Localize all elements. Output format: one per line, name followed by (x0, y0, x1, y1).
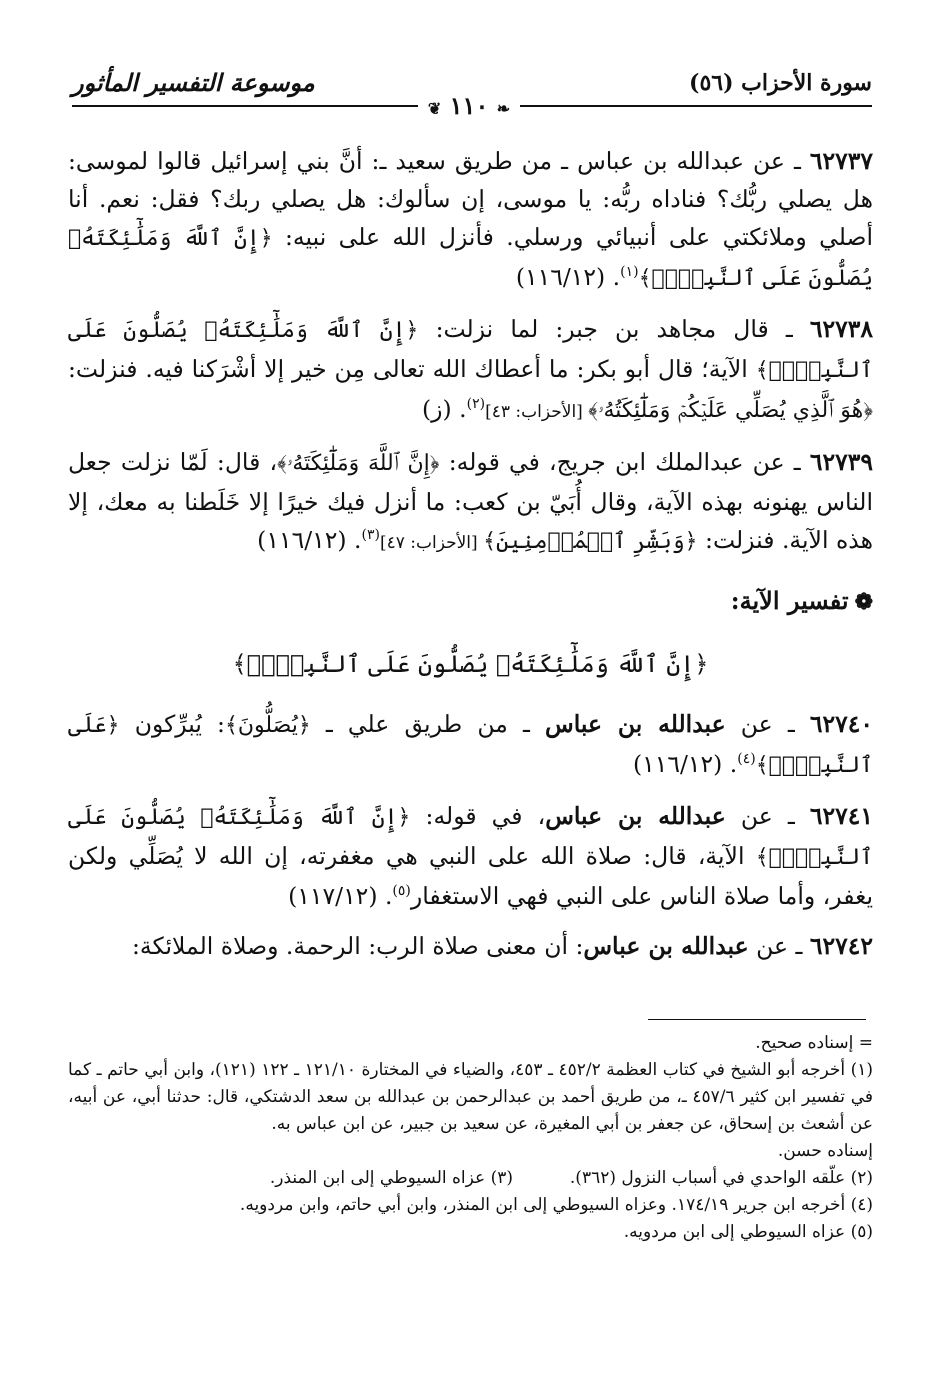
surah-title: سورة الأحزاب (٥٦) (689, 70, 872, 96)
quran-verse: ﴿وَبَشِّرِ ٱلۡمُؤۡمِنِينَ﴾ (483, 529, 698, 554)
volume-ref: . (١١٦/١٢) (257, 526, 362, 554)
entry-text: ، في قوله: (410, 802, 546, 830)
volume-ref: . (١١٦/١٢) (632, 750, 738, 778)
volume-ref: . (ز) (422, 395, 467, 423)
quran-verse: ﴿إِنَّ ٱللَّهَ وَمَلَٰٓئِكَتَهُۥ يُصَلُّونَ عَلَى ٱلنَّبِيِّۚ﴾ (68, 226, 873, 291)
footnote-rule (648, 1019, 866, 1020)
section-heading (68, 582, 873, 621)
footnote-1-grade: إسناده حسن. (777, 1141, 873, 1161)
entry-text: : يُبرِّكون (119, 710, 225, 738)
page-number-area (0, 91, 938, 121)
quran-verse: ﴿إِنَّ ٱللَّهَ وَمَلَٰٓئِكَتَهُۥ﴾ (277, 451, 440, 476)
entry-text: ـ عن (725, 802, 810, 830)
section-title: تفسير الآية: (730, 586, 849, 615)
narration-entry (68, 142, 873, 298)
book-title: موسوعة التفسير المأثور (72, 68, 315, 97)
entry-number: ٦٢٧٤٢ (809, 932, 873, 960)
centered-verse: ﴿إِنَّ ٱللَّهَ وَمَلَٰٓئِكَتَهُۥ يُصَلُّونَ عَلَى ٱلنَّبِيِّۚ﴾ (232, 650, 709, 678)
narration-entry (68, 310, 873, 431)
quran-verse: ﴿يُصَلُّونَ﴾ (224, 713, 311, 738)
entry-text: ـ عن عبدالملك ابن جريج، في قوله: (439, 448, 810, 476)
page-number: ١١٠ (449, 91, 489, 120)
entry-text: ـ من طريق علي ـ (310, 710, 546, 738)
entry-text: ، قال: لَمّا نزلت جعل الناس يهنونه بهذه الآية، وقال أُبَيّ بن كعب: ما أنزل فيك خيرًا إلا خَلَطنا به معك، إلا هذه الآية. فنزلت: (68, 448, 873, 554)
verse-citation: [الأحزاب: ٤٧] (379, 533, 484, 553)
footnotes (68, 1030, 873, 1246)
entry-number: ٦٢٧٣٨ (809, 315, 873, 343)
entry-text: ـ عن (748, 932, 810, 960)
entry-text: الآية؛ قال أبو بكر: ما أعطاك الله تعالى مِن خير إلا أشْرَكنا فيه. فنزلت: (68, 355, 756, 383)
page-number-box (418, 91, 520, 121)
footnote-5: (٥) عزاه السيوطي إلى ابن مردويه. (623, 1222, 873, 1242)
entry-number: ٦٢٧٤٠ (809, 710, 873, 738)
narration-entry (68, 705, 873, 785)
footnote-continued: = إسناده صحيح. (755, 1033, 873, 1053)
quran-verse: ﴿عَلَى ٱلنَّبِيِّۚ﴾ (68, 713, 873, 778)
main-text (68, 142, 873, 977)
verse-citation: [الأحزاب: ٤٣] (485, 402, 589, 422)
narration-entry (68, 927, 873, 965)
entry-text: : أن معنى صلاة الرب: الرحمة. وصلاة الملائكة: (131, 932, 584, 960)
narrator-name: عبدالله بن عباس (545, 710, 726, 738)
entry-number: ٦٢٧٣٩ (809, 448, 874, 476)
footnote-marker: (٤) (737, 751, 756, 768)
entry-text: ـ قال مجاهد بن جبر: لما نزلت: (418, 315, 810, 343)
flower-icon: ❁ (854, 589, 873, 615)
narrator-name: عبدالله بن عباس (583, 932, 749, 960)
narration-entry (68, 443, 873, 562)
entry-text: الآية، قال: صلاة الله على النبي هي مغفرته، إن الله لا يُصَلِّي ولكن يغفر، وأما صلاة الناس على النبي فهي الاستغفار (68, 842, 873, 910)
footnote-marker: (٢) (466, 396, 486, 413)
quran-verse: ﴿إِنَّ ٱللَّهَ وَمَلَٰٓئِكَتَهُۥ يُصَلُّونَ عَلَى ٱلنَّبِيِّۚ﴾ (68, 318, 873, 383)
footnote-3: (٣) عزاه السيوطي إلى ابن المنذر. (269, 1168, 513, 1188)
quran-verse: ﴿هُوَ ٱلَّذِي يُصَلِّي عَلَيۡكُمۡ وَمَلَٰٓئِكَتُهُۥ﴾ (588, 398, 873, 423)
ornament-right-icon: ❧ (496, 99, 511, 118)
volume-ref: . (١١٧/١٢) (288, 882, 393, 910)
narrator-name: عبدالله بن عباس (545, 802, 726, 830)
quran-verse: ﴿إِنَّ ٱللَّهَ وَمَلَٰٓئِكَتَهُۥ يُصَلُّونَ عَلَى ٱلنَّبِيِّۚ﴾ (68, 805, 873, 870)
entry-number: ٦٢٧٤١ (809, 802, 873, 830)
footnote-1: (١) أخرجه أبو الشيخ في كتاب العظمة ٤٥٢/٢ ـ ٤٥٣، والضياء في المختارة ١٢١/١٠ ـ ١٢٢ (١٢١)، وابن أبي حاتم ـ كما في تفسير ابن كثير ٤٥٧/٦ ـ، من طريق أحمد بن عبدالرحمن بن عبدالله بن سعد الدشتكي، قال: حدثنا أبي، عن أبيه، عن أشعث بن إسحاق، عن جعفر بن أبي المغيرة، عن سعيد بن جبير، عن ابن عباس به. (68, 1060, 874, 1134)
footnote-marker: (٥) (392, 883, 411, 900)
footnote-2: (٢) علّقه الواحدي في أسباب النزول (٣٦٢). (569, 1168, 873, 1188)
footnote-marker: (١) (620, 264, 639, 281)
footnote-4: (٤) أخرجه ابن جرير ١٧٤/١٩. وعزاه السيوطي إلى ابن المنذر، وابن أبي حاتم، وابن مردويه. (239, 1195, 873, 1215)
narration-entry (68, 797, 873, 915)
footnote-row (68, 1165, 873, 1192)
entry-text: ـ عن (725, 710, 810, 738)
entry-number: ٦٢٧٣٧ (809, 147, 873, 175)
ornament-left-icon: ❦ (427, 99, 442, 118)
entry-text: ـ عن عبدالله بن عباس ـ من طريق سعيد ـ: أنَّ بني إسرائيل قالوا لموسى: هل يصلي ربُّك؟ فناداه ربُّه: يا موسى، إن سألوك: هل يصلي ربك؟ فقل: نعم. أنا أصلي وملائكتي على أنبيائي ورسلي. فأنزل الله على نبيه: (68, 147, 873, 251)
footnote-marker: (٣) (361, 527, 380, 544)
volume-ref: . (١١٦/١٢) (515, 263, 621, 291)
